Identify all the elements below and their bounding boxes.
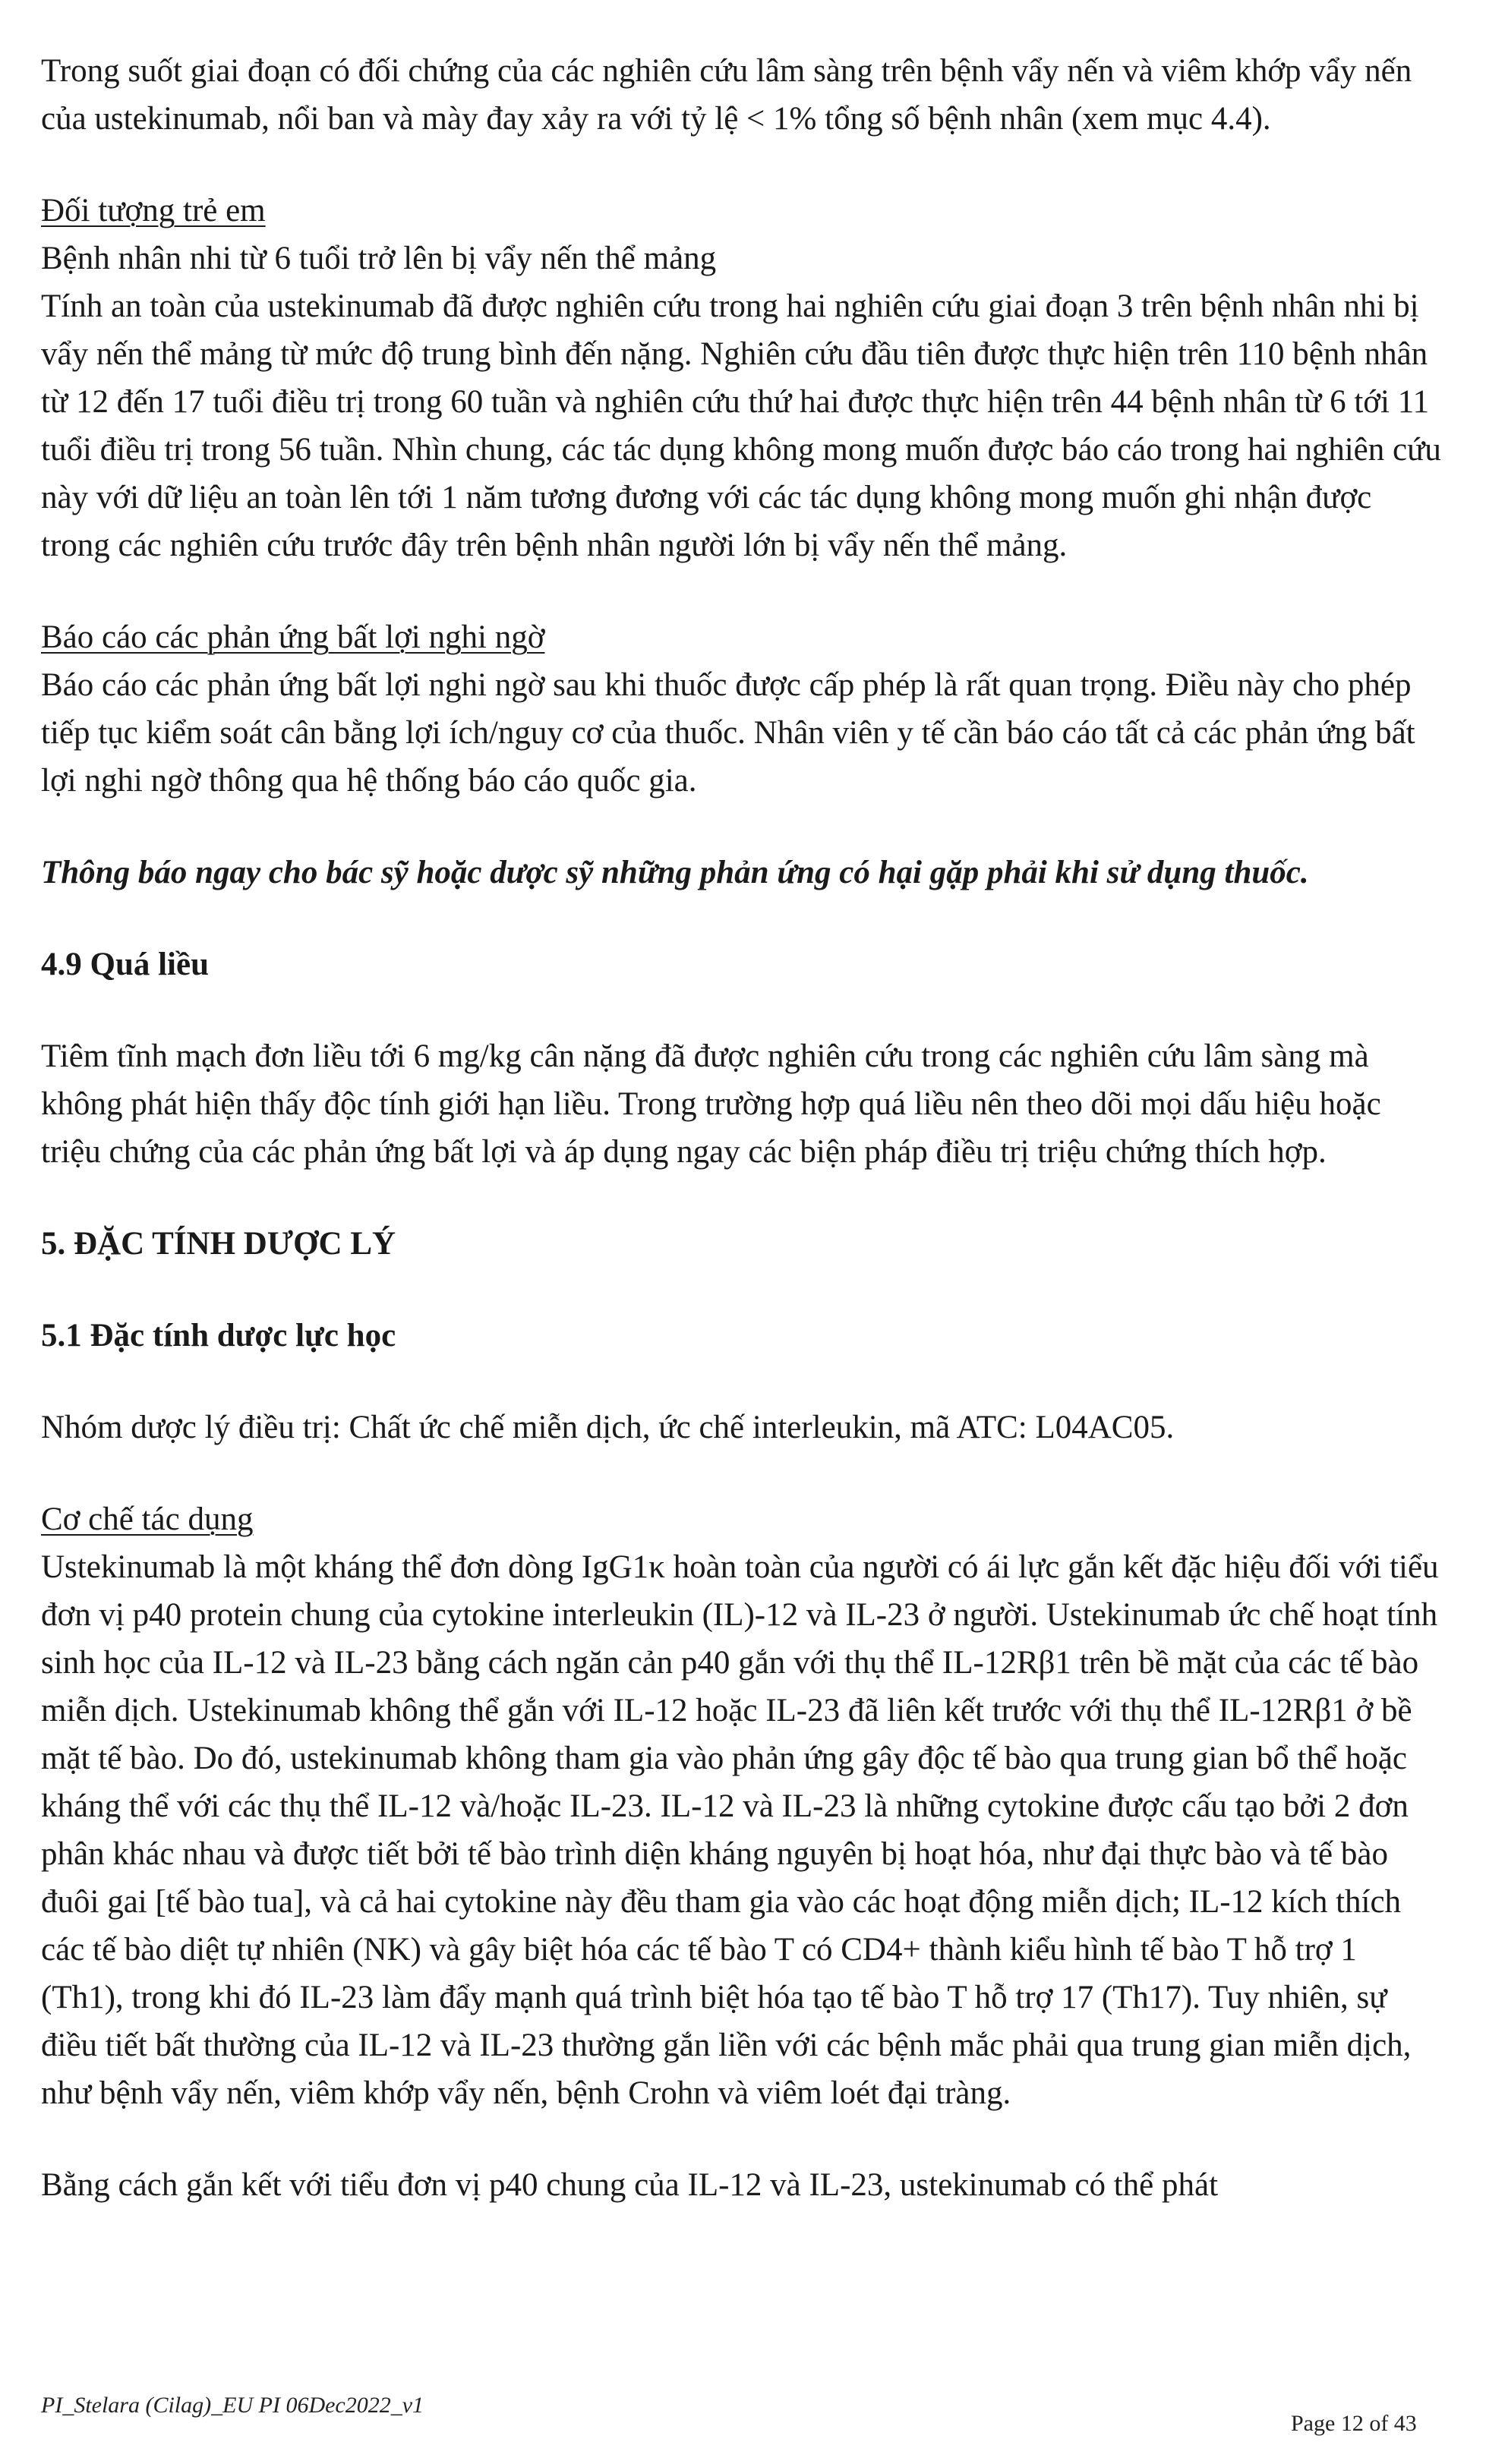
page-content xyxy=(41,47,1446,2209)
overdose-paragraph: Tiêm tĩnh mạch đơn liều tới 6 mg/kg cân nặng đã được nghiên cứu trong các nghiên cứu lâm sàng mà không phát hiện thấy độc tính giới hạn liều. Trong trường hợp quá liều nên theo dõi mọi dấu hiệu hoặc triệu chứng của các phản ứng bất lợi và áp dụng ngay các biện pháp điều trị triệu chứng thích hợp. xyxy=(41,1038,1381,1170)
continued-paragraph: Bằng cách gắn kết với tiểu đơn vị p40 chung của IL-12 và IL-23, ustekinumab có thể phát xyxy=(41,2167,1219,2203)
notice-text: Thông báo ngay cho bác sỹ hoặc dược sỹ những phản ứng có hại gặp phải khi sử dụng thuốc. xyxy=(41,855,1309,890)
overdose-heading: 4.9 Quá liều xyxy=(41,947,210,982)
pharmacotherapeutic-group: Nhóm dược lý điều trị: Chất ức chế miễn dịch, ức chế interleukin, mã ATC: L04AC05. xyxy=(41,1410,1175,1445)
intro-paragraph: Trong suốt giai đoạn có đối chứng của các nghiên cứu lâm sàng trên bệnh vẩy nến và viêm khớp vẩy nến của ustekinumab, nổi ban và mày đay xảy ra với tỷ lệ < 1% tổng số bệnh nhân (xem mục 4.4). xyxy=(41,53,1412,137)
footer-page-number: Page 12 of 43 xyxy=(1291,2411,1417,2436)
footer-document-id: PI_Stelara (Cilag)_EU PI 06Dec2022_v1 xyxy=(41,2393,424,2418)
mechanism-paragraph: Ustekinumab là một kháng thể đơn dòng IgG1κ hoàn toàn của người có ái lực gắn kết đặc hiệu đối với tiểu đơn vị p40 protein chung của cytokine interleukin (IL)-12 và IL-23 ở người. Ustekinumab ức chế hoạt tính sinh học của IL-12 và IL-23 bằng cách ngăn cản p40 gắn với thụ thể IL-12Rβ1 trên bề mặt của các tế bào miễn dịch. Ustekinumab không thể gắn với IL-12 hoặc IL-23 đã liên kết trước với thụ thể IL-12Rβ1 ở bề mặt tế bào. Do đó, ustekinumab không tham gia vào phản ứng gây độc tế bào qua trung gian bổ thể hoặc kháng thể với các thụ thể IL-12 và/hoặc IL-23. IL-12 và IL-23 là những cytokine được cấu tạo bởi 2 đơn phân khác nhau và được tiết bởi tế bào trình diện kháng nguyên bị hoạt hóa, như đại thực bào và tế bào đuôi gai [tế bào tua], và cả hai cytokine này đều tham gia vào các hoạt động miễn dịch; IL-12 kích thích các tế bào diệt tự nhiên (NK) và gây biệt hóa các tế bào T có CD4+ thành kiểu hình tế bào T hỗ trợ 1 (Th1), trong khi đó IL-23 làm đẩy mạnh quá trình biệt hóa tạo tế bào T hỗ trợ 17 (Th17). Tuy nhiên, sự điều tiết bất thường của IL-12 và IL-23 thường gắn liền với các bệnh mắc phải qua trung gian miễn dịch, như bệnh vẩy nến, viêm khớp vẩy nến, bệnh Crohn và viêm loét đại tràng. xyxy=(41,1549,1439,2111)
section-5-heading: 5. ĐẶC TÍNH DƯỢC LÝ xyxy=(41,1226,396,1262)
pediatric-paragraph: Tính an toàn của ustekinumab đã được nghiên cứu trong hai nghiên cứu giai đoạn 3 trên bệnh nhân nhi bị vẩy nến thể mảng từ mức độ trung bình đến nặng. Nghiên cứu đầu tiên được thực hiện trên 110 bệnh nhân từ 12 đến 17 tuổi điều trị trong 60 tuần và nghiên cứu thứ hai được thực hiện trên 44 bệnh nhân từ 6 tới 11 tuổi điều trị trong 56 tuần. Nhìn chung, các tác dụng không mong muốn được báo cáo trong hai nghiên cứu này với dữ liệu an toàn lên tới 1 năm tương đương với các tác dụng không mong muốn ghi nhận được trong các nghiên cứu trước đây trên bệnh nhân người lớn bị vẩy nến thể mảng. xyxy=(41,288,1441,563)
reporting-paragraph: Báo cáo các phản ứng bất lợi nghi ngờ sau khi thuốc được cấp phép là rất quan trọng. Điều này cho phép tiếp tục kiểm soát cân bằng lợi ích/nguy cơ của thuốc. Nhân viên y tế cần báo cáo tất cả các phản ứng bất lợi nghi ngờ thông qua hệ thống báo cáo quốc gia. xyxy=(41,667,1415,799)
reporting-subtitle: Báo cáo các phản ứng bất lợi nghi ngờ xyxy=(41,619,545,655)
pediatric-subtitle: Đối tượng trẻ em xyxy=(41,193,266,228)
pediatric-line: Bệnh nhân nhi từ 6 tuổi trở lên bị vẩy nến thể mảng xyxy=(41,241,717,276)
mechanism-subtitle: Cơ chế tác dụng xyxy=(41,1501,254,1537)
section-5-1-heading: 5.1 Đặc tính dược lực học xyxy=(41,1318,396,1353)
